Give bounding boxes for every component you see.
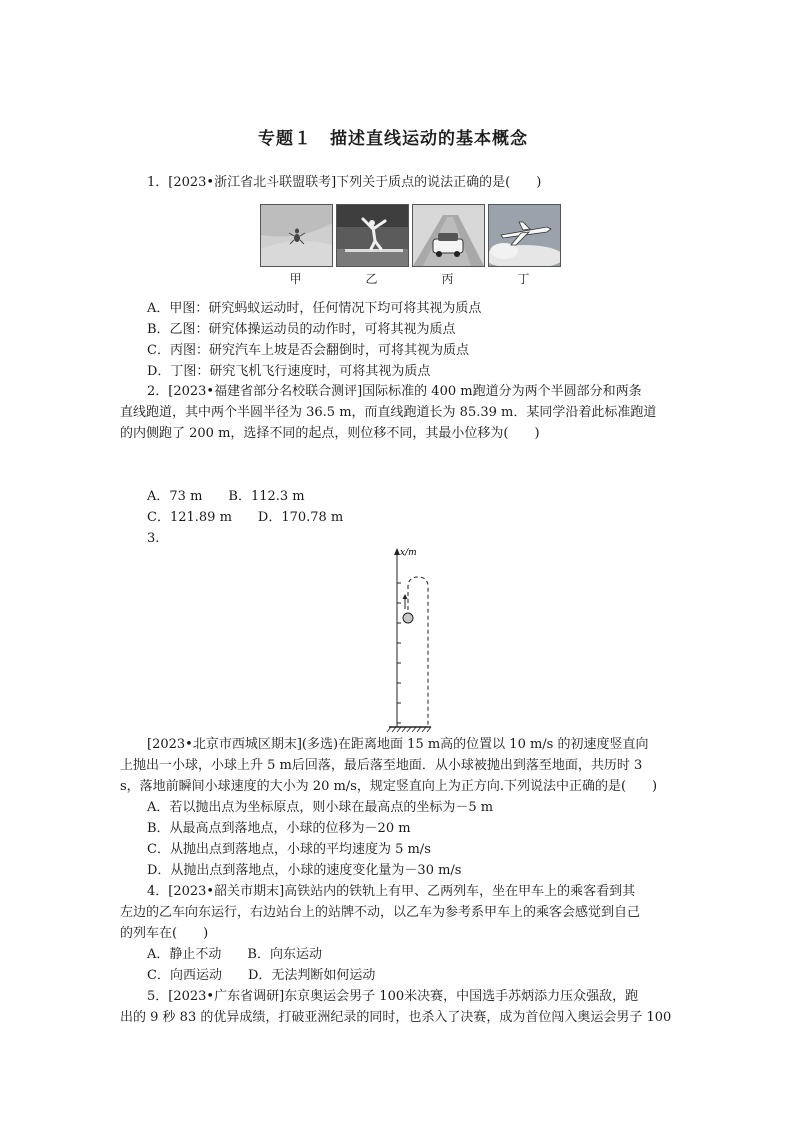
q2-line-3: 的内侧跑了 200 m，选择不同的起点，则位移不同，其最小位移为( ) xyxy=(120,426,540,441)
q4-options-cd: C．向西运动 D．无法判断如何运动 xyxy=(147,968,376,983)
q2-line-2: 直线跑道，其中两个半圆半径为 36.5 m，而直线跑道长为 85.39 m．某同学沿着此标准跑道 xyxy=(120,405,657,420)
q1-stem: 1．[2023•浙江省北斗联盟联考]下列关于质点的说法正确的是( ) xyxy=(147,175,542,190)
q3-option-b: B．从最高点到落地点，小球的位移为－20 m xyxy=(147,821,411,836)
q3-option-c: C．从抛出点到落地点，小球的平均速度为 5 m/s xyxy=(147,842,431,857)
q5-line-2: 出的 9 秒 83 的优异成绩，打破亚洲纪录的同时，也杀入了决赛，成为首位闯入奥运会男子 100 xyxy=(120,1010,672,1025)
q1-image-airplane xyxy=(488,204,561,267)
q3-figure xyxy=(375,545,465,735)
q1-image-gymnast xyxy=(336,204,409,267)
q4-options-ab: A．静止不动 B．向东运动 xyxy=(147,947,322,962)
q1-image-ant xyxy=(260,204,333,267)
q4-line-3: 的列车在( ) xyxy=(120,926,209,941)
q3-option-d: D．从抛出点到落地点，小球的速度变化量为－30 m/s xyxy=(147,863,462,878)
ball-icon xyxy=(403,613,413,623)
q1-caption-bing: 丙 xyxy=(441,272,454,286)
q1-caption-yi: 乙 xyxy=(365,272,378,286)
q5-line-1: 5．[2023•广东省调研]东京奥运会男子 100米决赛，中国选手苏炳添力压众强敌，跑 xyxy=(147,989,639,1004)
q3-line-3: s，落地前瞬间小球速度的大小为 20 m/s，规定竖直向上为正方向.下列说法中正确的是( ) xyxy=(120,779,658,794)
q2-line-1: 2．[2023•福建省部分名校联合测评]国际标准的 400 m跑道分为两个半圆部分和两条 xyxy=(147,384,642,399)
q3-option-a: A．若以抛出点为坐标原点，则小球在最高点的坐标为－5 m xyxy=(147,800,494,815)
q1-option-b: B．乙图：研究体操运动员的动作时，可将其视为质点 xyxy=(147,322,456,337)
q3-line-1: [2023•北京市西城区期末](多选)在距离地面 15 m高的位置以 10 m/s 的初速度竖直向 xyxy=(147,737,649,752)
q1-option-d: D．丁图：研究飞机飞行速度时，可将其视为质点 xyxy=(147,364,431,379)
q1-option-c: C．丙图：研究汽车上坡是否会翻倒时，可将其视为质点 xyxy=(147,343,469,358)
q1-image-car xyxy=(412,204,485,267)
q1-caption-ding: 丁 xyxy=(517,272,530,286)
q2-options-cd: C．121.89 m D．170.78 m xyxy=(147,510,344,525)
page-title: 专题１ 描述直线运动的基本概念 xyxy=(258,129,528,149)
q2-options-ab: A．73 m B．112.3 m xyxy=(147,489,305,504)
q1-caption-jia: 甲 xyxy=(289,272,302,286)
q3-line-2: 上抛出一小球，小球上升 5 m后回落，最后落至地面．从小球被抛出到落至地面，共历时 3 xyxy=(120,758,643,773)
q1-option-a: A．甲图：研究蚂蚁运动时，任何情况下均可将其视为质点 xyxy=(147,301,482,316)
q3-number: 3. xyxy=(147,531,160,546)
q4-line-1: 4．[2023•韶关市期末]高铁站内的铁轨上有甲、乙两列车，坐在甲车上的乘客看到其 xyxy=(147,884,636,899)
trajectory-path xyxy=(408,577,428,725)
axis-ticks xyxy=(397,583,401,723)
axis-label: x/m xyxy=(400,548,417,558)
q4-line-2: 左边的乙车向东运行，右边站台上的站牌不动，以乙车为参考系甲车上的乘客会感觉到自己 xyxy=(120,905,641,920)
